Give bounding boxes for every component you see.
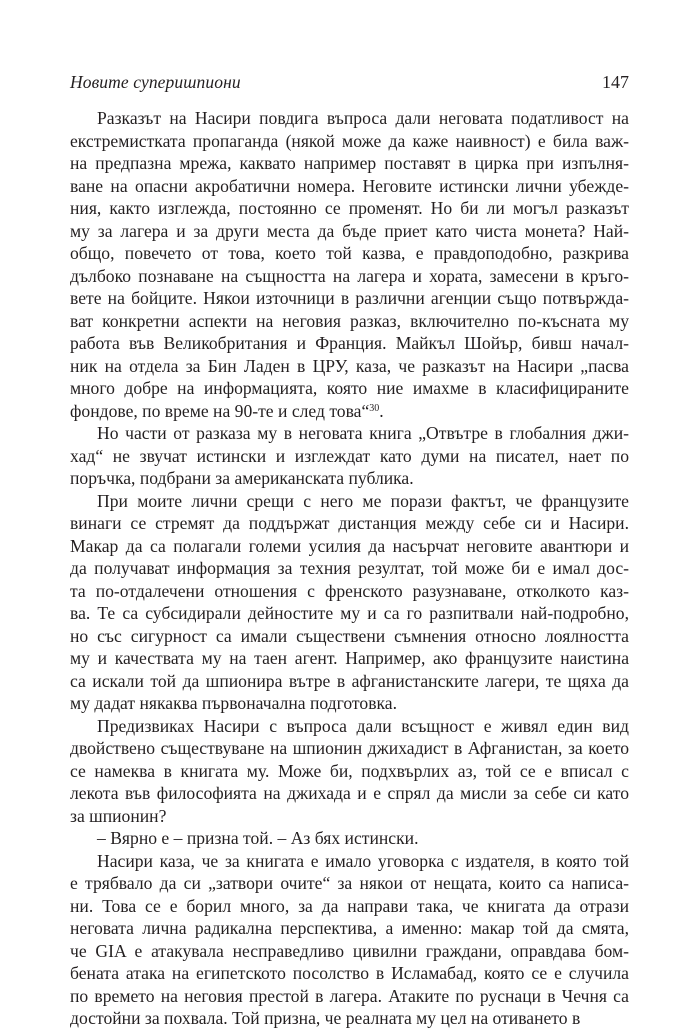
text-line: бената атака на египетското посолство в Исламабад, която се е случила [70, 963, 629, 983]
text-line: Насири каза, че за книгата е имало уговорка с издателя, в която той [97, 850, 629, 871]
page-header [70, 72, 629, 93]
text-line: да получават информация за техния резултат, той може би е имал дос- [70, 558, 629, 578]
text-line: винаги се стремят да поддържат дистанция между себе си и Насири. [70, 513, 629, 533]
text-line: Макар да са полагали големи усилия да насърчат неговите авантюри и [70, 535, 629, 556]
text-line: поръчка, подбрани за американската публика. [70, 468, 414, 488]
text-line: че GIA е атакувала несправедливо цивилни граждани, оправдава бом- [70, 940, 629, 961]
text-line: за шпионин? [70, 805, 167, 826]
body-text [70, 107, 629, 1030]
text-line: двойствено съществуване на шпионин джихадист в Афганистан, за което [70, 738, 629, 758]
running-title: Новите суперишпиони [70, 72, 241, 92]
text-line: му за лагера и за други места да бъде приет като чиста монета? Най- [70, 220, 629, 241]
text-line: но със сигурност са имали съществени съмнения относно лоялността [70, 625, 629, 646]
text-line: общо, повечето от това, което той казва, е правдоподобно, разкрива [70, 243, 629, 263]
text-line: много добре на информацията, която ние имахме в класифицираните [70, 378, 629, 398]
paragraph [70, 850, 629, 1030]
text-line: Предизвиках Насири с въпроса дали всъщност е живял един вид [97, 715, 629, 736]
text-line: хад“ не звучат истински и изглеждат като думи на писател, нает по [70, 445, 629, 466]
text-line: вете на бойците. Някои източници в различни агенции също потвържда- [70, 288, 629, 308]
text-line: неговата лична радикална перспектива, а именно: макар той да смята, [70, 918, 629, 938]
text-line: дълбоко познаване на същността на лагера и хората, замесени в кръго- [70, 265, 629, 286]
text-line: му дадат някаква първоначална подготовка. [70, 693, 397, 713]
paragraph [70, 107, 629, 422]
paragraph [70, 827, 629, 850]
text-line: ване на опасни акробатични номера. Неговите истински лични убежде- [70, 175, 629, 196]
paragraph [70, 422, 629, 490]
text-line: ва. Те са субсидирали дейностите му и са го разпитвали най-подробно, [70, 603, 629, 623]
text-line: Но части от разказа му в неговата книга „Отвътре в глобалния джи- [97, 423, 629, 443]
text-line: е трябвало да си „затвори очите“ за някои от нещата, които са написа- [70, 873, 629, 893]
page-number: 147 [602, 72, 629, 92]
text-line: та по-отдалечени отношения с френското разузнаване, отколкото каз- [70, 580, 629, 601]
footnote-marker: 30 [369, 402, 380, 414]
text-line: по времето на неговия престой в лагера. Атаките по руснаци в Чечня са [70, 985, 629, 1006]
text-line: са искали той да шпионира вътре в афганистанските лагери, те щяха да [70, 670, 629, 691]
paragraph [70, 715, 629, 828]
text-line: – Вярно е – призна той. – Аз бях истински. [97, 828, 419, 848]
text-line: му и качествата му на таен агент. Например, ако французите наистина [70, 648, 629, 668]
paragraph [70, 490, 629, 715]
text-line: ник на отдела за Бин Ладен в ЦРУ, каза, че разказът на Насири „пасва [70, 355, 629, 376]
text-line: ни. Това се е борил много, за да направи така, че книгата да отрази [70, 895, 629, 916]
text-line: работа във Великобритания и Франция. Майкъл Шойър, бивш начал- [70, 333, 629, 353]
text-line: лекота във философията на джихада и е спрял да мисли за себе си като [70, 783, 629, 803]
text-line: ват конкретни аспекти на неговия разказ, включително по-късната му [70, 310, 629, 331]
text-line: фондове, по време на 90-те и след това“$^{30}$. [70, 400, 384, 421]
text-line: екстремистката пропаганда (някой може да каже наивност) е била важ- [70, 130, 629, 151]
text-line: достойни за похвала. Той призна, че реалната му цел на отиването в [70, 1008, 581, 1028]
text-line: ния, както изглежда, постоянно се променят. Но би ли могъл разказът [70, 198, 629, 218]
text-line: Разказът на Насири повдига въпроса дали неговата податливост на [97, 108, 629, 128]
text-line: При моите лични срещи с него ме порази фактът, че французите [97, 490, 629, 511]
text-line: на предпазна мрежа, каквато например поставят в цирка при изпълня- [70, 153, 629, 173]
text-line: се намеква в книгата му. Може би, подхвърлих аз, той се е вписал с [70, 760, 629, 781]
